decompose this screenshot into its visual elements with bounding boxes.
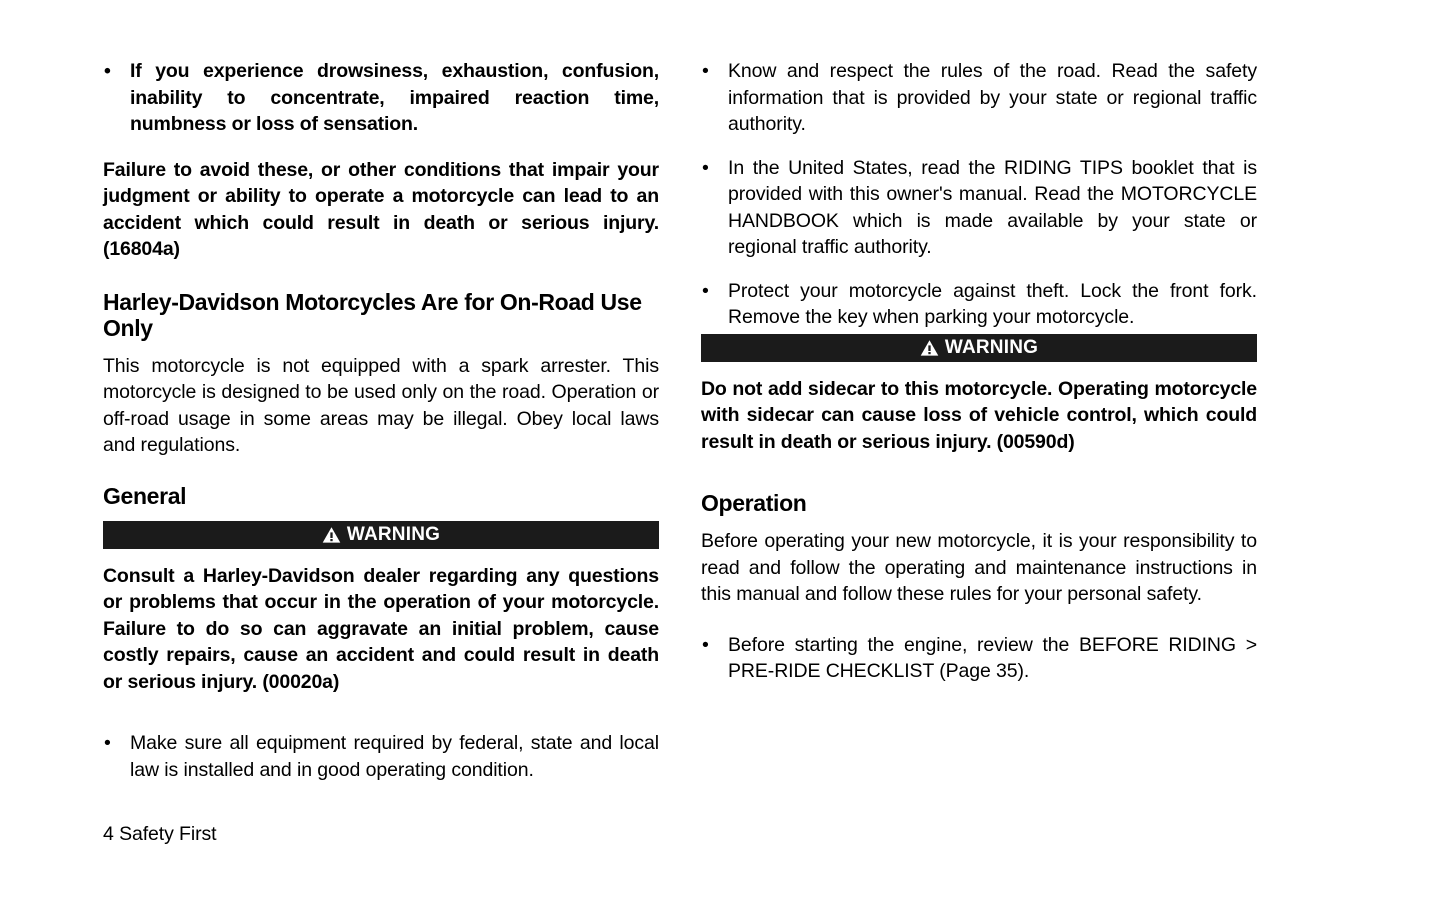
section-heading-general: General [103,482,187,509]
left-top-bullet-list [103,58,659,138]
warning-banner-label: WARNING [346,524,441,545]
list-item [103,730,659,783]
page-footer: 4 Safety First [103,823,217,845]
warning-triangle-icon [322,526,341,544]
bullet-icon: • [104,60,111,82]
list-item-text: Know and respect the rules of the road. Read the safety information that is provided by your state or regional traffic authority. [728,60,1257,135]
list-item-text: If you experience drowsiness, exhaustion, confusion, inability to concentrate, impaired reaction time, numbness or loss of sensation. [130,60,659,135]
bullet-icon: • [702,156,709,179]
list-item [701,278,1257,331]
list-item-text: In the United States, read the RIDING TIPS booklet that is provided with this owner's manual. Read the MOTORCYCLE HANDBOOK which is made available by your state or regional traffic authority. [728,156,1257,258]
warning-continuation-paragraph: Failure to avoid these, or other conditions that impair your judgment or ability to operate a motorcycle can lead to an accident which could result in death or serious injury. (16804a) [103,158,659,260]
list-item [701,155,1257,261]
spacer [103,279,659,289]
spacer [103,711,659,730]
right-column [701,58,1257,783]
warning-banner-general [103,521,659,549]
general-bullet-list [103,730,659,783]
two-column-layout [103,58,1257,783]
general-warning-paragraph: Consult a Harley-Davidson dealer regarding any questions or problems that occur in the operation of your motorcycle. Failure to do so can aggravate an initial problem, cause costly repairs, cause an accident and could result in death or serious injury. (00020a) [103,564,659,693]
bullet-icon: • [104,732,111,754]
operation-paragraph: Before operating your new motorcycle, it is your responsibility to read and follow the operating and maintenance instructions in this manual and follow these rules for your personal safety. [701,530,1257,605]
list-item [701,58,1257,138]
spacer [701,622,1257,632]
list-item [103,58,659,138]
bullet-icon: • [702,279,709,302]
list-item [701,632,1257,685]
operation-bullet-list [701,632,1257,685]
bullet-icon: • [702,60,709,82]
spacer [103,138,659,157]
bullet-icon: • [702,633,709,656]
warning-banner-label: WARNING [944,337,1039,358]
on-road-use-paragraph: This motorcycle is not equipped with a spark arrester. This motorcycle is designed to be used only on the road. Operation or off-road usage in some areas may be illegal. Obey local laws and regulations. [103,354,659,456]
spacer [701,471,1257,490]
section-heading-operation: Operation [701,490,807,516]
section-heading-on-road-use: Harley-Davidson Motorcycles Are for On-Road Use Only [103,288,642,341]
sidecar-warning-paragraph: Do not add sidecar to this motorcycle. Operating motorcycle with sidecar can cause loss of vehicle control, which could result in death or serious injury. (00590d) [701,377,1257,453]
warning-triangle-icon [920,339,939,357]
spacer [103,473,659,483]
right-top-bullet-list [701,58,1257,331]
left-column [103,58,659,783]
list-item-text: Before starting the engine, review the BEFORE RIDING > PRE-RIDE CHECKLIST (Page 35). [728,633,1257,682]
list-item-text: Make sure all equipment required by federal, state and local law is installed and in good operating condition. [130,732,659,781]
warning-banner-sidecar [701,334,1257,362]
list-item-text: Protect your motorcycle against theft. Lock the front fork. Remove the key when parking your motorcycle. [728,279,1257,328]
